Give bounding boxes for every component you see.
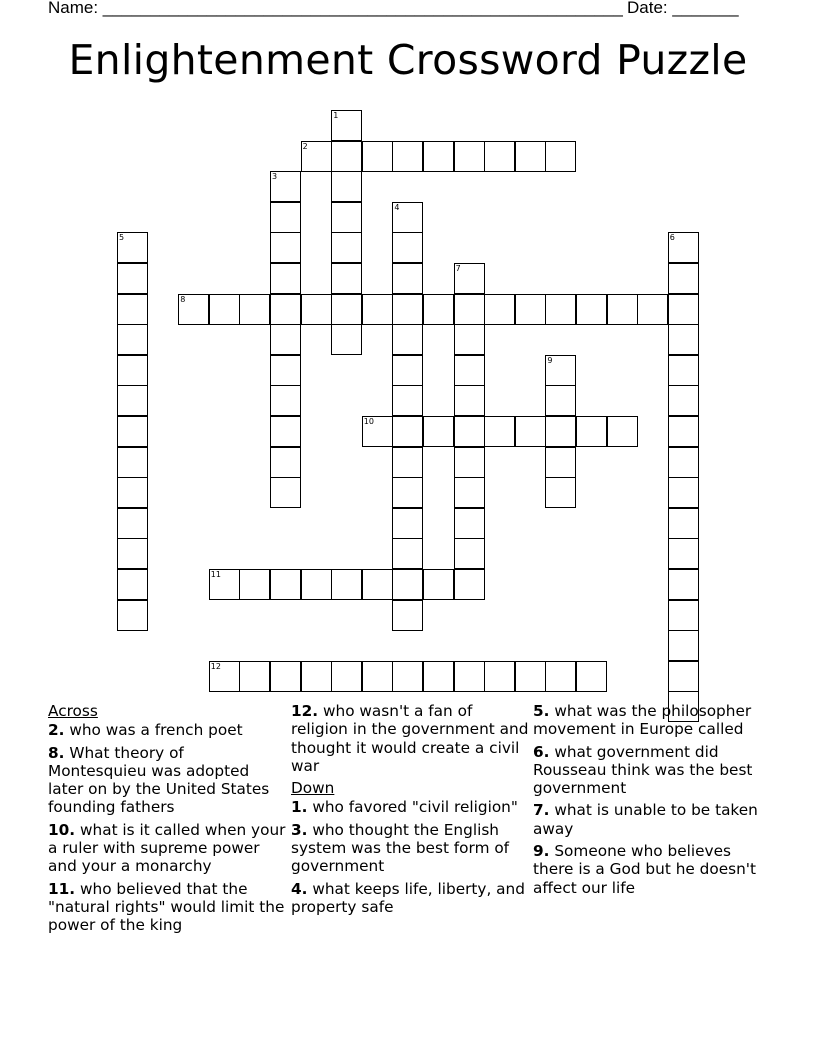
grid-cell[interactable] xyxy=(392,416,423,447)
grid-cell[interactable] xyxy=(270,232,301,263)
grid-cell[interactable] xyxy=(331,202,362,233)
grid-cell[interactable] xyxy=(668,324,699,355)
grid-cell[interactable] xyxy=(454,141,485,172)
grid-cell[interactable] xyxy=(270,294,301,325)
grid-cell[interactable] xyxy=(209,661,240,692)
clue-across-2: 2. who was a french poet xyxy=(48,721,243,740)
grid-cell[interactable] xyxy=(454,416,485,447)
grid-cell[interactable] xyxy=(270,477,301,508)
clue-down-9: 9. Someone who believes there is a God but he doesn't affect our life xyxy=(533,842,757,897)
clue-down-3: 3. who thought the English system was the best form of government xyxy=(291,820,510,876)
down-heading: Down xyxy=(291,779,335,798)
grid-cell[interactable] xyxy=(392,538,423,569)
grid-cell[interactable] xyxy=(545,447,576,478)
grid-cell[interactable] xyxy=(392,232,423,263)
clue-down-5: 5. what was the philosopher movement in Europe called xyxy=(533,702,752,739)
grid-cell[interactable] xyxy=(515,141,546,172)
grid-cell[interactable] xyxy=(270,171,301,202)
grid-cell[interactable] xyxy=(454,447,485,478)
grid-cell[interactable] xyxy=(362,661,393,692)
grid-cell[interactable] xyxy=(392,263,423,294)
grid-cell[interactable] xyxy=(545,355,576,386)
clue-down-4: 4. what keeps life, liberty, and property safe xyxy=(291,879,525,916)
clue-column-1 xyxy=(48,702,286,939)
grid-cell[interactable] xyxy=(423,569,454,600)
grid-cell[interactable] xyxy=(392,141,423,172)
grid-cell[interactable] xyxy=(423,416,454,447)
grid-cell[interactable] xyxy=(362,141,393,172)
grid-cell[interactable] xyxy=(576,294,607,325)
grid-cell[interactable] xyxy=(668,508,699,539)
grid-cell[interactable] xyxy=(331,141,362,172)
grid-cell[interactable] xyxy=(117,416,148,447)
grid-cell[interactable] xyxy=(270,569,301,600)
grid-cell[interactable] xyxy=(270,263,301,294)
grid-cell[interactable] xyxy=(117,447,148,478)
grid-cell[interactable] xyxy=(117,477,148,508)
grid-cell[interactable] xyxy=(362,569,393,600)
grid-cell[interactable] xyxy=(270,324,301,355)
grid-cell[interactable] xyxy=(331,569,362,600)
grid-cell[interactable] xyxy=(668,569,699,600)
grid-cell[interactable] xyxy=(668,630,699,661)
grid-cell[interactable] xyxy=(484,141,515,172)
grid-cell[interactable] xyxy=(668,294,699,325)
grid-cell[interactable] xyxy=(668,232,699,263)
clue-across-10: 10. what is it called when your a ruler with supreme power and your a monarchy xyxy=(48,820,286,876)
clue-down-1: 1. who favored "civil religion" xyxy=(291,798,518,817)
grid-cell[interactable] xyxy=(117,355,148,386)
grid-cell[interactable] xyxy=(454,355,485,386)
clue-number: 12 xyxy=(210,661,221,671)
grid-cell[interactable] xyxy=(454,477,485,508)
grid-cell[interactable] xyxy=(423,141,454,172)
grid-cell[interactable] xyxy=(576,661,607,692)
clue-across-8: 8. What theory of Montesquieu was adopted later on by the United States founding fathers xyxy=(48,743,270,817)
clue-number: 9 xyxy=(547,355,553,365)
grid-cell[interactable] xyxy=(392,324,423,355)
grid-cell[interactable] xyxy=(117,600,148,631)
grid-cell[interactable] xyxy=(515,416,546,447)
grid-cell[interactable] xyxy=(454,538,485,569)
clue-number: 11 xyxy=(210,570,221,579)
grid-cell[interactable] xyxy=(117,324,148,355)
grid-cell[interactable] xyxy=(454,661,485,692)
clue-across-12: 12. who wasn't a fan of religion in the government and thought it would create a civil war xyxy=(291,702,529,775)
grid-cell[interactable] xyxy=(331,324,362,355)
grid-cell[interactable] xyxy=(668,447,699,478)
across-heading: Across xyxy=(48,702,98,720)
grid-cell[interactable] xyxy=(301,141,332,172)
clue-down-7: 7. what is unable to be taken away xyxy=(533,801,758,838)
grid-cell[interactable] xyxy=(668,263,699,294)
page-title: Enlightenment Crossword Puzzle xyxy=(68,36,748,84)
grid-cell[interactable] xyxy=(117,263,148,294)
clue-number: 4 xyxy=(394,202,400,212)
grid-cell[interactable] xyxy=(668,600,699,631)
grid-cell[interactable] xyxy=(392,294,423,325)
clue-number: 6 xyxy=(669,233,675,243)
grid-cell[interactable] xyxy=(545,477,576,508)
grid-cell[interactable] xyxy=(331,171,362,202)
grid-cell[interactable] xyxy=(239,294,270,325)
grid-cell[interactable] xyxy=(515,661,546,692)
grid-cell[interactable] xyxy=(423,661,454,692)
grid-cell[interactable] xyxy=(362,294,393,325)
clue-number: 2 xyxy=(302,141,308,151)
clue-across-11: 11. who believed that the "natural rights" would limit the power of the king xyxy=(48,879,285,935)
grid-cell[interactable] xyxy=(301,569,332,600)
grid-cell[interactable] xyxy=(331,661,362,692)
grid-cell[interactable] xyxy=(117,569,148,600)
grid-cell[interactable] xyxy=(454,508,485,539)
grid-cell[interactable] xyxy=(117,385,148,416)
clue-number: 1 xyxy=(333,111,339,120)
grid-cell[interactable] xyxy=(392,661,423,692)
grid-cell[interactable] xyxy=(454,294,485,325)
name-field-label: Name: _______________________________________________________ xyxy=(48,0,623,17)
clue-number: 8 xyxy=(180,294,186,304)
grid-cell[interactable] xyxy=(270,355,301,386)
grid-cell[interactable] xyxy=(454,569,485,600)
grid-cell[interactable] xyxy=(545,661,576,692)
grid-cell[interactable] xyxy=(668,416,699,447)
grid-cell[interactable] xyxy=(239,569,270,600)
grid-cell[interactable] xyxy=(270,447,301,478)
grid-cell[interactable] xyxy=(392,447,423,478)
grid-cell[interactable] xyxy=(637,294,668,325)
grid-cell[interactable] xyxy=(392,508,423,539)
grid-cell[interactable] xyxy=(117,538,148,569)
grid-cell[interactable] xyxy=(545,141,576,172)
grid-cell[interactable] xyxy=(545,385,576,416)
grid-cell[interactable] xyxy=(484,661,515,692)
grid-cell[interactable] xyxy=(270,385,301,416)
grid-cell[interactable] xyxy=(117,508,148,539)
grid-cell[interactable] xyxy=(545,416,576,447)
grid-cell[interactable] xyxy=(454,324,485,355)
grid-cell[interactable] xyxy=(117,232,148,263)
grid-cell[interactable] xyxy=(331,263,362,294)
grid-cell[interactable] xyxy=(423,294,454,325)
grid-cell[interactable] xyxy=(576,416,607,447)
grid-cell[interactable] xyxy=(117,294,148,325)
grid-cell[interactable] xyxy=(392,600,423,631)
clue-column-2 xyxy=(291,702,529,920)
grid-cell[interactable] xyxy=(331,232,362,263)
clue-down-6: 6. what government did Rousseau think was the best government xyxy=(533,742,753,798)
grid-cell[interactable] xyxy=(301,661,332,692)
grid-cell[interactable] xyxy=(270,661,301,692)
grid-cell[interactable] xyxy=(392,477,423,508)
date-field-label: Date: _______ xyxy=(627,0,739,17)
grid-cell[interactable] xyxy=(239,661,270,692)
grid-cell[interactable] xyxy=(209,294,240,325)
grid-cell[interactable] xyxy=(392,385,423,416)
clue-number: 3 xyxy=(272,172,278,182)
grid-cell[interactable] xyxy=(209,569,240,600)
grid-cell[interactable] xyxy=(270,202,301,233)
grid-cell[interactable] xyxy=(607,294,638,325)
grid-cell[interactable] xyxy=(668,385,699,416)
grid-cell[interactable] xyxy=(392,355,423,386)
grid-cell[interactable] xyxy=(362,416,393,447)
grid-cell[interactable] xyxy=(301,294,332,325)
grid-cell[interactable] xyxy=(454,263,485,294)
grid-cell[interactable] xyxy=(331,110,362,141)
grid-cell[interactable] xyxy=(331,294,362,325)
grid-cell[interactable] xyxy=(545,294,576,325)
grid-cell[interactable] xyxy=(515,294,546,325)
clue-column-3 xyxy=(533,702,771,901)
grid-cell[interactable] xyxy=(270,416,301,447)
clue-number: 7 xyxy=(455,264,461,273)
grid-cell[interactable] xyxy=(392,202,423,233)
grid-cell[interactable] xyxy=(607,416,638,447)
grid-cell[interactable] xyxy=(392,569,423,600)
grid-cell[interactable] xyxy=(484,294,515,325)
grid-cell[interactable] xyxy=(668,355,699,386)
grid-cell[interactable] xyxy=(668,477,699,508)
grid-cell[interactable] xyxy=(668,661,699,692)
grid-cell[interactable] xyxy=(454,385,485,416)
clue-number: 10 xyxy=(363,417,374,426)
grid-cell[interactable] xyxy=(668,538,699,569)
grid-cell[interactable] xyxy=(484,416,515,447)
clue-number: 5 xyxy=(119,233,125,243)
grid-cell[interactable] xyxy=(178,294,209,325)
